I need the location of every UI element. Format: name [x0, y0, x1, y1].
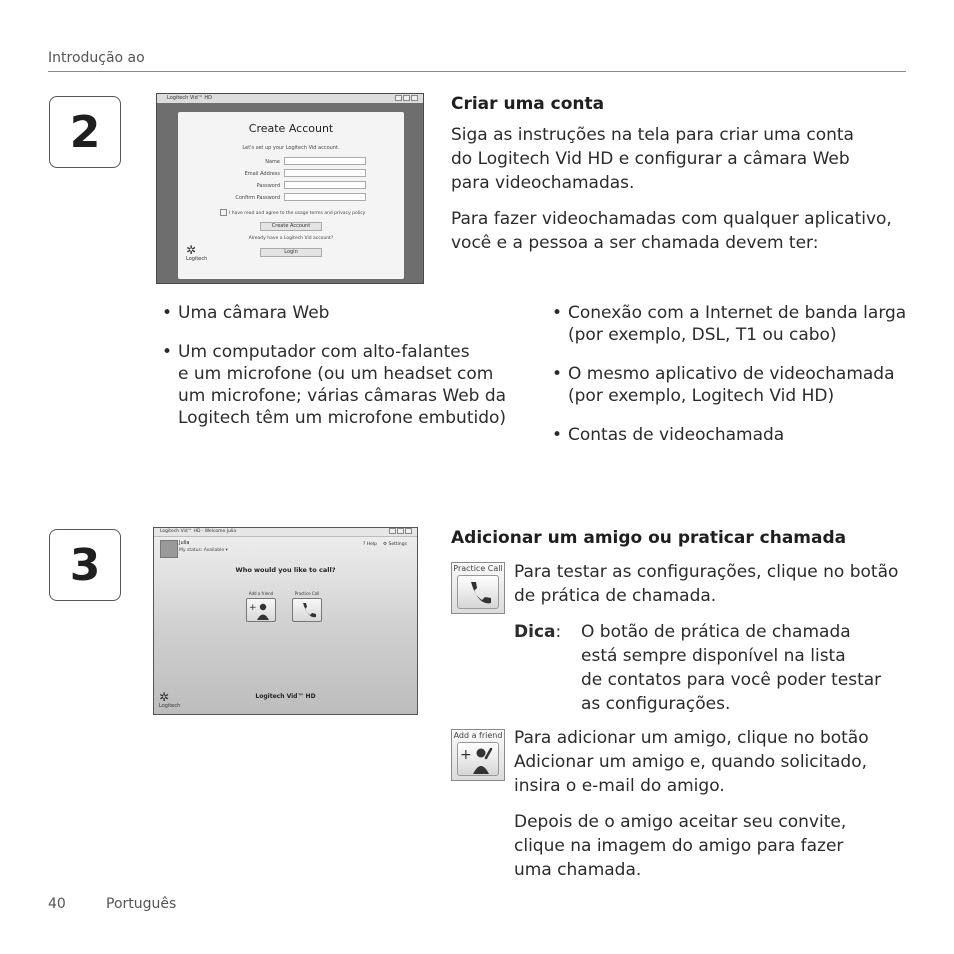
tip-colon: : — [555, 622, 562, 642]
practice-text: Para testar as configurações, clique no botão de prática de chamada. — [514, 562, 899, 606]
svg-text:+: + — [249, 603, 257, 613]
email-field — [284, 169, 366, 177]
step2-instructions — [451, 123, 901, 255]
agree-text: I have read and agree to the usage terms and privacy policy — [229, 211, 366, 216]
step-number-2: 2 — [49, 96, 121, 168]
add-friend-tile-label: Add a friend — [248, 591, 274, 596]
logitech-logo — [186, 244, 207, 262]
practice-call-caption: Practice Call — [453, 564, 503, 573]
name-label: Name — [265, 159, 280, 165]
after-accept-text: Depois de o amigo aceitar seu convite, clique na imagem do amigo para fazer uma chamada. — [514, 812, 847, 880]
email-label: Email Address — [244, 171, 280, 177]
create-account-panel — [178, 112, 404, 279]
phone-icon — [458, 576, 498, 608]
app-brand: Logitech Vid™ HD — [255, 693, 316, 700]
tip-label-text: Dica — [514, 622, 556, 642]
requirement-item: • O mesmo aplicativo de videochamada (por exemplo, Logitech Vid HD) — [552, 363, 912, 407]
help-label: Help — [366, 542, 377, 547]
window-controls — [394, 95, 420, 102]
tip-body — [581, 620, 901, 716]
step3-heading: Adicionar um amigo ou praticar chamada — [451, 528, 847, 548]
help-icon: ? — [362, 542, 366, 547]
window-title: Logitech Vid™ HD · Welcome Julia — [160, 529, 237, 534]
agree-checkbox — [220, 209, 227, 216]
window-controls — [388, 528, 414, 535]
requirement-item: • Um computador com alto-falantes e um microfone (ou um headset com um microfone; várias câmaras Web da Logitech têm um microfone embutido) — [162, 341, 532, 429]
requirement-item: • Uma câmara Web — [162, 302, 532, 324]
who-to-call-screenshot — [153, 527, 418, 715]
create-account-screenshot — [156, 93, 424, 284]
gear-icon: ⚙ — [383, 542, 388, 547]
requirement-item: • Conexão com a Internet de banda larga (por exemplo, DSL, T1 ou cabo) — [552, 302, 912, 346]
window-titlebar — [157, 94, 423, 103]
add-friend-caption: Add a friend — [453, 731, 503, 740]
section-title: Introdução ao — [48, 50, 145, 66]
confirm-password-label: Confirm Password — [235, 195, 280, 201]
add-friend-icon — [247, 599, 275, 621]
add-friend-inner — [457, 742, 499, 776]
confirm-password-field — [284, 193, 366, 201]
add-friend-instructions — [514, 726, 914, 882]
create-account-button: Create Account — [260, 222, 322, 231]
agree-row — [220, 209, 365, 216]
add-friend-icon — [458, 743, 498, 775]
create-account-title: Create Account — [248, 122, 334, 135]
password-field-row — [198, 181, 368, 191]
password-label: Password — [256, 183, 280, 189]
settings-link — [383, 542, 407, 547]
name-field-row — [198, 157, 368, 167]
page-number: 40 — [48, 896, 66, 912]
svg-text:+: + — [460, 747, 472, 763]
user-status: My status: Available ▾ — [179, 548, 228, 553]
who-to-call-question: Who would you like to call? — [235, 566, 336, 574]
requirements-list-left — [162, 302, 532, 429]
step-number-3: 3 — [49, 529, 121, 601]
practice-call-tile — [292, 598, 322, 622]
step2-paragraph-1: Siga as instruções na tela para criar uma conta do Logitech Vid HD e configurar a câmara Web para videochamadas. — [451, 125, 854, 193]
logitech-logo-icon: ✲ — [186, 243, 197, 257]
header-divider — [48, 71, 906, 72]
requirement-item: • Contas de videochamada — [552, 424, 912, 446]
phone-icon — [293, 599, 321, 621]
requirements-list-right — [552, 302, 912, 446]
window-title: Logitech Vid™ HD — [167, 95, 212, 101]
practice-call-inner — [457, 575, 499, 609]
login-button: Login — [260, 248, 322, 257]
tip-text: O botão de prática de chamada está sempre disponível na lista de contatos para você poder testar as configurações. — [581, 622, 882, 714]
step2-paragraph-2: Para fazer videochamadas com qualquer aplicativo, você e a pessoa a ser chamada devem ter: — [451, 209, 892, 253]
email-field-row — [198, 169, 368, 179]
footer-language: Português — [106, 896, 177, 912]
confirm-password-field-row — [198, 193, 368, 203]
practice-call-tile-label: Practice Call — [294, 591, 320, 596]
logitech-logo-icon: ✲ — [159, 690, 170, 704]
practice-instructions — [514, 560, 914, 608]
add-friend-button-image — [451, 729, 505, 781]
practice-call-button-image — [451, 562, 505, 614]
create-account-subtitle: Let's set up your Logitech Vid account. — [242, 145, 340, 151]
help-link — [363, 542, 377, 547]
window-titlebar — [154, 528, 417, 537]
password-field — [284, 181, 366, 189]
add-friend-tile — [246, 598, 276, 622]
already-account-text: Already have a Logitech Vid account? — [248, 236, 334, 241]
user-name: Julia — [179, 540, 190, 546]
logitech-logo-text: Logitech — [186, 256, 208, 262]
tip-label — [514, 620, 561, 644]
logitech-logo-text: Logitech — [159, 703, 181, 709]
add-friend-text: Para adicionar um amigo, clique no botão Adicionar um amigo e, quando solicitado, insira o e-mail do amigo. — [514, 728, 869, 796]
user-avatar — [160, 540, 178, 558]
settings-label: Settings — [388, 542, 407, 547]
step2-heading: Criar uma conta — [451, 94, 605, 114]
name-field — [284, 157, 366, 165]
